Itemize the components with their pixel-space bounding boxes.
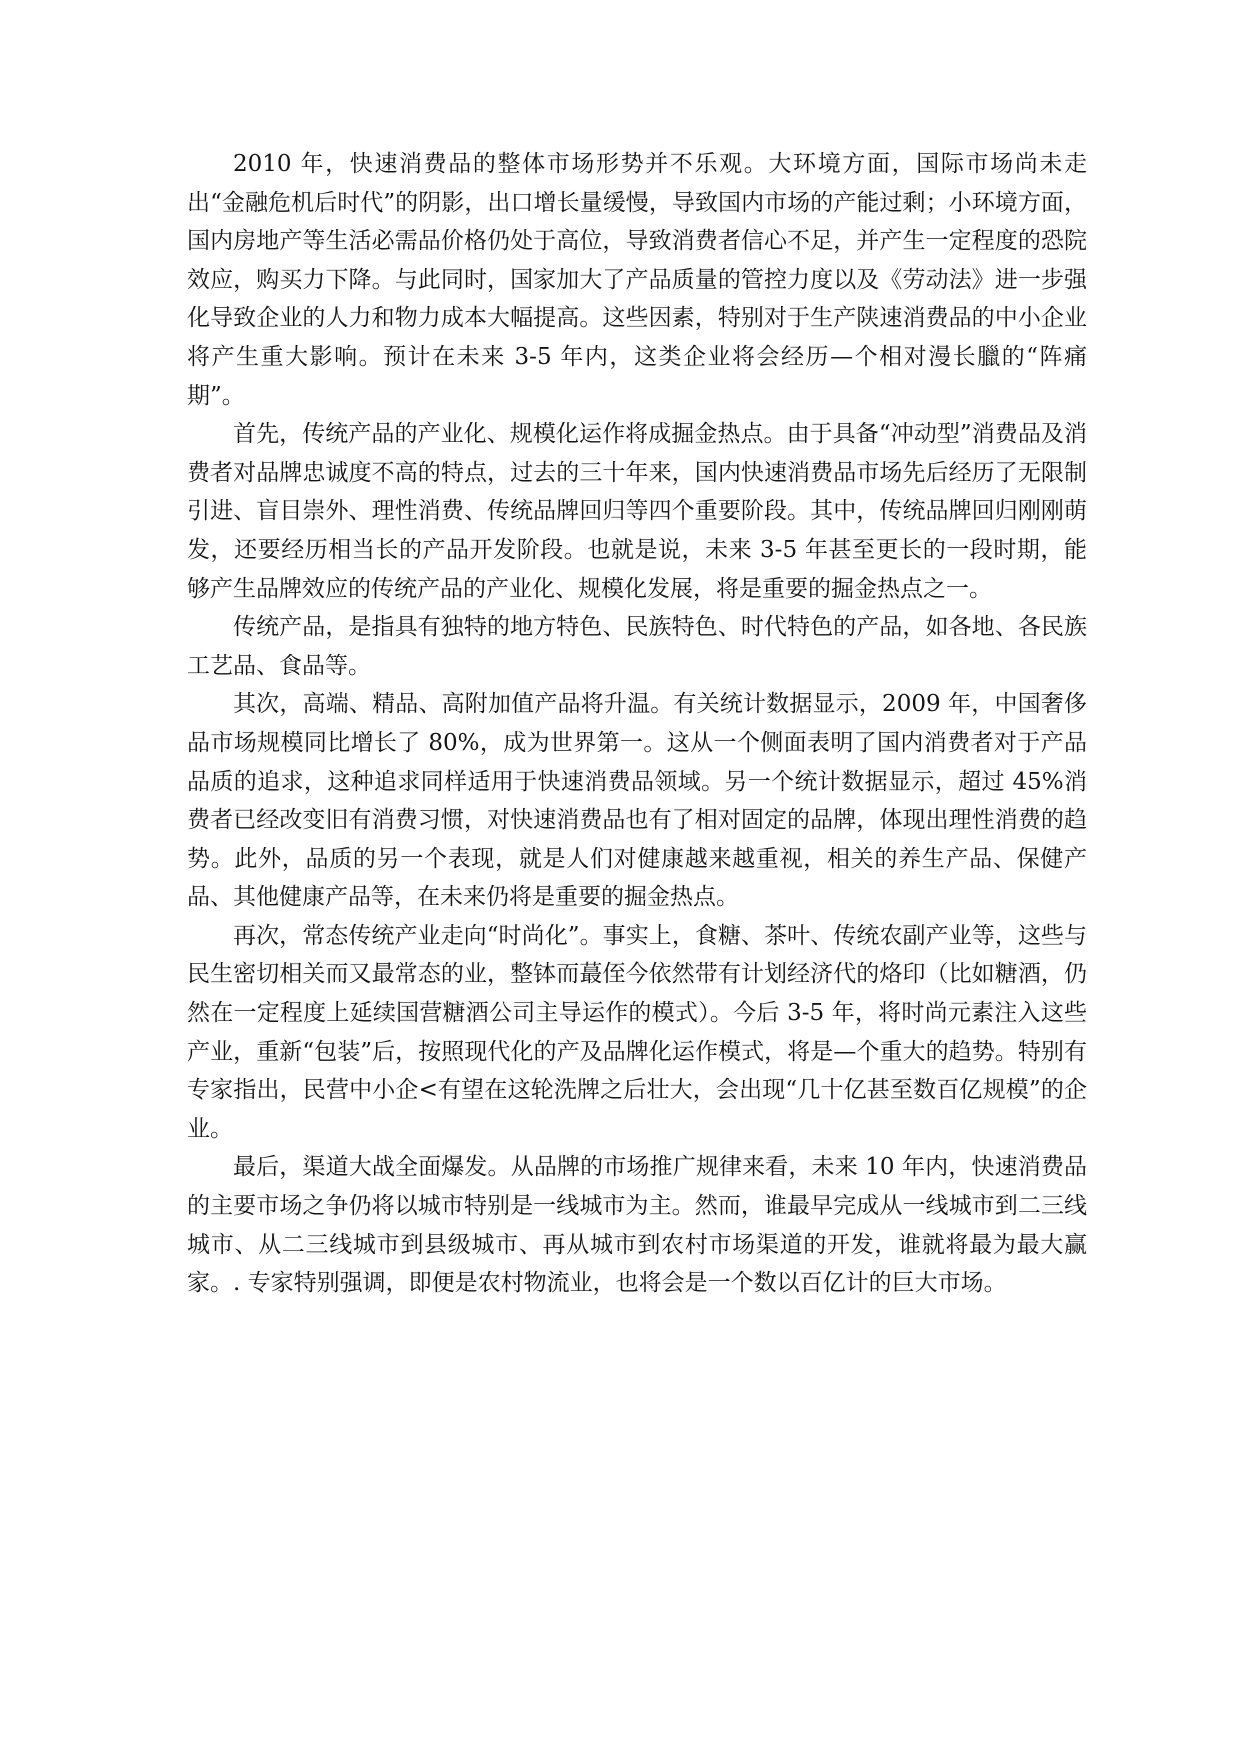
paragraph-market-outlook: 2010 年，快速消费品的整体市场形势并不乐观。大环境方面，国际市场尚未走出“金融危机后时代”的阴影，出口增长量缓慢，导致国内市场的产能过剩；小环境方面，国内房地产等生活必需品价格仍处于高位，导致消费者信心不足，并产生一定程度的恐院效应，购买力下降。与此同时，国家加大了产品质量的管控力度以及《劳动法》进一步强化导致企业的人力和物力成本大幅提高。这些因素，特别对于生产陕速消费品的中小企业将产生重大影响。预计在未来 3-5 年内，这类企业将会经历—个相对漫长臘的“阵痛期”。 bbox=[187, 151, 1087, 409]
paragraph-high-end-products: 其次，高端、精品、高附加值产品将升温。有关统计数据显示，2009 年，中国奢侈品市场规模同比增长了 80%，成为世界第一。这从一个侧面表明了国内消费者对于产品品质的追求，这种追求同样适用于快速消费品领域。另一个统计数据显示，超过 45%消费者已经改变旧有消费习惯，对快速消费品也有了相对固定的品牌，体现出理性消费的趋势。此外，品质的另一个表现，就是人们对健康越来越重视，相关的养生产品、保健产品、其他健康产品等，在未来仍将是重要的掘金热点。 bbox=[187, 691, 1087, 911]
article-body bbox=[187, 145, 1087, 1303]
paragraph-fashion-trend: 再次，常态传统产业走向“时尚化”。事实上，食糖、茶叶、传统农副产业等，这些与民生密切相关而又最常态的业，整钵而蕞侄今依然带有计划经济代的烙印（比如糖酒，仍然在一定程度上延续国营糖酒公司主导运作的模式）。今后 3-5 年，将时尚元素注入这些产业，重新“包装”后，按照现代化的产及品牌化运作模式，将是—个重大的趋势。特别有专家指出，民营中小企<有望在这轮洗牌之后壮大，会出现“几十亿甚至数百亿规模”的企业。 bbox=[187, 922, 1087, 1142]
paragraph-channel-war: 最后，渠道大战全面爆发。从品牌的市场推广规律来看，未来 10 年内，快速消费品的主要市场之争仍将以城市特别是一线城市为主。然而，谁最早完成从一线城市到二三线城市、从二三线城市到县级城市、再从城市到农村市场渠道的开发，谁就将最为最大赢家。. 专家特别强调，即便是农村物流业，也将会是一个数以百亿计的巨大市场。 bbox=[187, 1154, 1087, 1297]
paragraph-traditional-products: 首先，传统产品的产业化、规模化运作将成掘金热点。由于具备“冲动型”消费品及消费者对品牌忠诚度不高的特点，过去的三十年来，国内快速消费品市场先后经历了无限制引进、盲目崇外、理性消费、传统品牌回归等四个重要阶段。其中，传统品牌回归刚刚萌发，还要经历相当长的产品开发阶段。也就是说，未来 3-5 年甚至更长的一段时期，能够产生品牌效应的传统产品的产业化、规模化发展，将是重要的掘金热点之一。 bbox=[187, 421, 1087, 602]
paragraph-traditional-definition: 传统产品，是指具有独特的地方特色、民族特色、时代特色的产品，如各地、各民族工艺品、食品等。 bbox=[187, 614, 1087, 679]
